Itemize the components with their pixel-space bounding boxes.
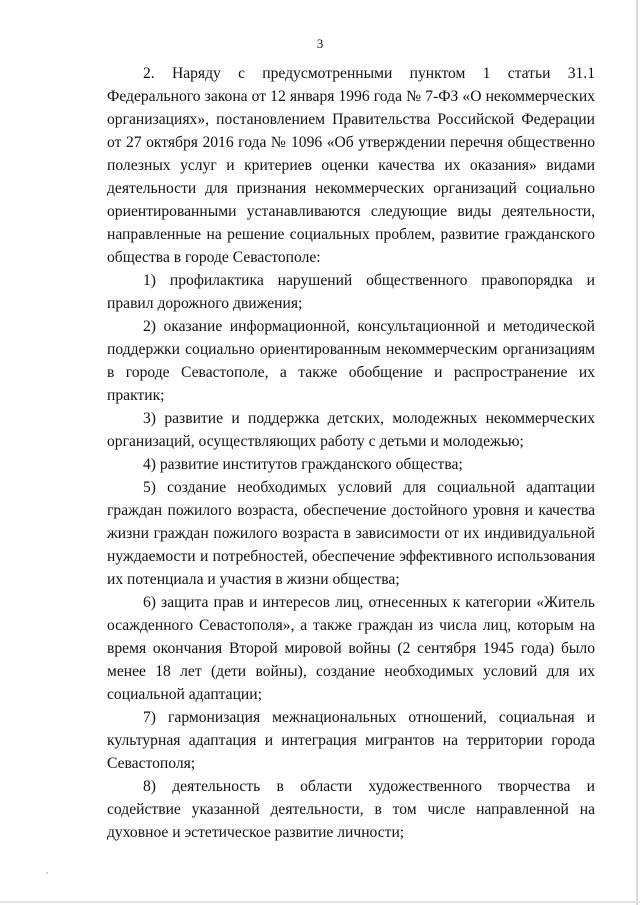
- scan-edge-right: [636, 0, 638, 905]
- list-item-6: 6) защита прав и интересов лиц, отнесенных к категории «Житель осажденного Севастополя», а также граждан из числа лиц, которым на время окончания Второй мировой войны (2 сентября 1945 года) было менее 18 лет (дети войны), создание необходимых условий для их социальной адаптации;: [107, 594, 595, 703]
- list-item-1: 1) профилактика нарушений общественного правопорядка и правил дорожного движения;: [107, 272, 595, 312]
- list-item-5: 5) создание необходимых условий для социальной адаптации граждан пожилого возраста, обеспечение достойного уровня и качества жизни граждан пожилого возраста в зависимости от их индивидуальной нуждаемости и потребностей, обеспечение эффективного использования их потенциала и участия в жизни общества;: [107, 479, 595, 588]
- page-number: 3: [316, 36, 324, 51]
- scan-speck: [46, 872, 48, 874]
- scan-edge-bottom: [0, 901, 640, 903]
- list-item-3: 3) развитие и поддержка детских, молодежных некоммерческих организаций, осуществляющих работу с детьми и молодежью;: [107, 410, 595, 450]
- list-item-7: 7) гармонизация межнациональных отношений, социальная и культурная адаптация и интеграция мигрантов на территории города Севастополя;: [107, 709, 595, 772]
- paragraph-intro: 2. Наряду с предусмотренными пунктом 1 статьи 31.1 Федерального закона от 12 января 1996 года № 7-ФЗ «О некоммерческих организациях», постановлением Правительства Российской Федерации от 27 октября 2016 года № 1096 «Об утверждении перечня общественно полезных услуг и критериев оценки качества их оказания» видами деятельности для признания некоммерческих организаций социально ориентированными устанавливаются следующие виды деятельности, направленные на решение социальных проблем, развитие гражданского общества в городе Севастополе:: [107, 65, 595, 266]
- list-item-4: 4) развитие институтов гражданского общества;: [143, 456, 463, 473]
- list-item-8: 8) деятельность в области художественного творчества и содействие указанной деятельности, в том числе направленной на духовное и эстетическое развитие личности;: [107, 778, 595, 841]
- list-item-2: 2) оказание информационной, консультационной и методической поддержки социально ориентированным некоммерческим организациям в городе Севастополе, а также обобщение и распространение их практик;: [107, 318, 595, 404]
- document-body: [107, 62, 595, 844]
